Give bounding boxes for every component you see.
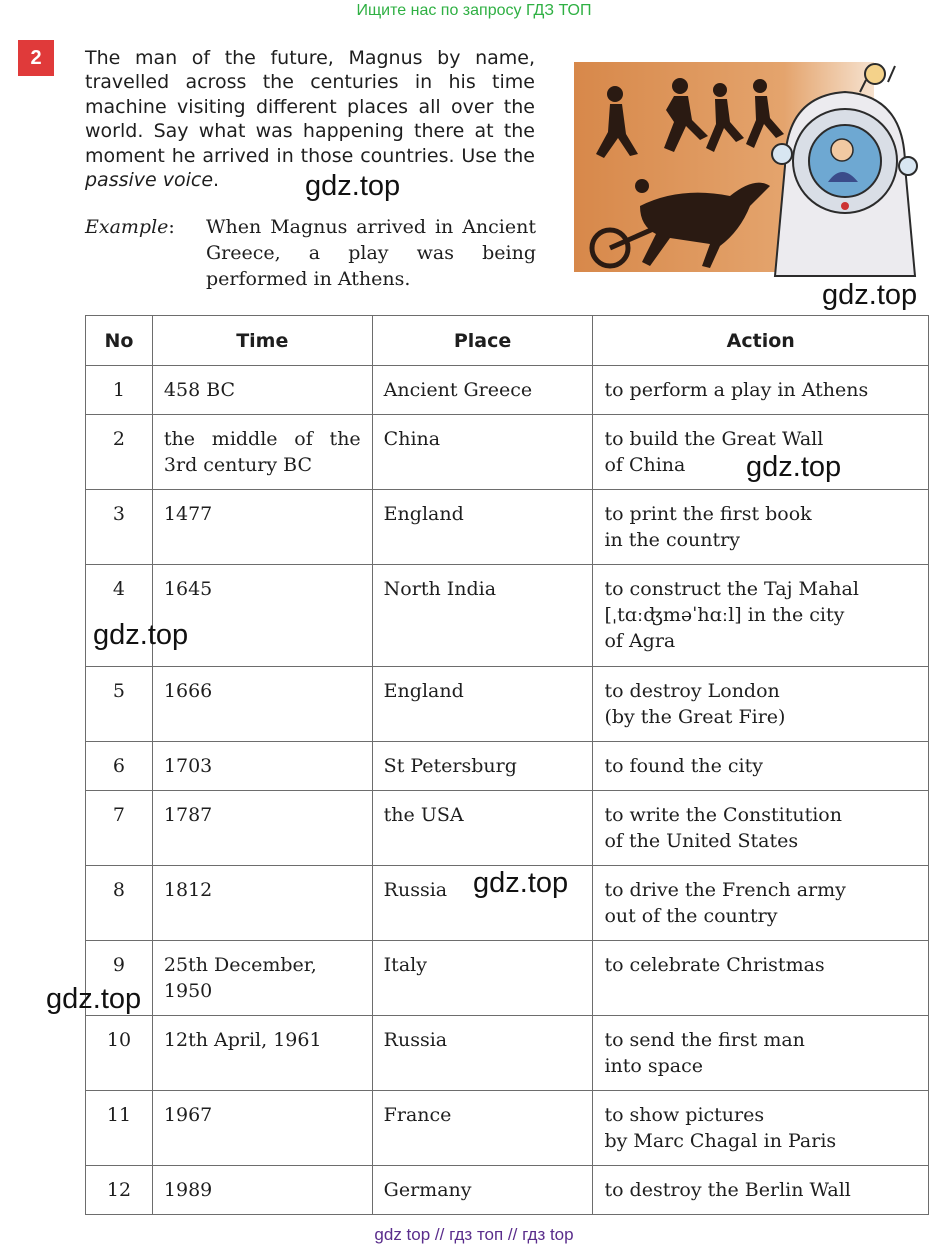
example-label: Example: [85,216,175,238]
row-action: to show pictures by Marc Chagal in Paris [593,1091,929,1166]
row-time: 1812 [152,866,372,941]
row-time: 1989 [152,1166,372,1215]
row-place: England [372,490,593,565]
row-number: 1 [86,366,153,415]
table-row [86,1091,929,1166]
row-number: 5 [86,667,153,742]
example-text: When Magnus arrived in Ancient Greece, a play was being performed in Athens. [206,216,536,290]
exercise-number-badge: 2 [18,40,54,76]
row-place: Germany [372,1166,593,1215]
table-row [86,742,929,791]
table-header-row [86,316,929,366]
instructions-period: . [213,169,220,192]
events-table [85,315,929,1215]
row-action: to perform a play in Athens [593,366,929,415]
time-machine-illustration [570,56,940,288]
row-number: 7 [86,791,153,866]
row-place: Russia [372,866,593,941]
row-time: 1645 [152,565,372,667]
watermark: gdz.top [746,451,842,483]
table-row [86,1166,929,1215]
row-number: 2 [86,415,153,490]
row-time: 1666 [152,667,372,742]
row-time: 1477 [152,490,372,565]
row-place: the USA [372,791,593,866]
row-action: to build the Great Wall of China [593,415,929,490]
row-action: to print the first book in the country [593,490,929,565]
row-action: to found the city [593,742,929,791]
row-number: 9 [86,941,153,1016]
row-number: 6 [86,742,153,791]
row-action: to destroy the Berlin Wall [593,1166,929,1215]
header-action: Action [593,316,929,366]
row-time: 458 BC [152,366,372,415]
header-time: Time [152,316,372,366]
header-place: Place [372,316,593,366]
table-row [86,366,929,415]
row-time: 12th April, 1961 [152,1016,372,1091]
passive-voice-term: passive voice [85,169,214,192]
row-number: 10 [86,1016,153,1091]
watermark: gdz.top [93,619,189,651]
row-action: to destroy London (by the Great Fire) [593,667,929,742]
row-number: 4 [86,565,153,667]
row-number: 12 [86,1166,153,1215]
row-number: 11 [86,1091,153,1166]
watermark: gdz.top [305,170,401,202]
table-row [86,1016,929,1091]
row-place: St Petersburg [372,742,593,791]
table-row [86,791,929,866]
watermark: gdz.top [46,983,142,1015]
header-no: No [86,316,153,366]
row-number: 3 [86,490,153,565]
row-time: 1967 [152,1091,372,1166]
row-number: 8 [86,866,153,941]
top-banner: Ищите нас по запросу ГДЗ ТОП [356,2,592,19]
row-time: 1787 [152,791,372,866]
row-place: China [372,415,593,490]
row-action: to drive the French army out of the country [593,866,929,941]
row-time: the middle of the 3rd century BC [152,415,372,490]
row-place: Ancient Greece [372,366,593,415]
table-row [86,565,929,667]
watermark: gdz.top [822,279,918,311]
watermark: gdz.top [473,867,569,899]
table-row [86,490,929,565]
row-place: Russia [372,1016,593,1091]
table-row [86,941,929,1016]
row-action: to celebrate Christmas [593,941,929,1016]
row-action: to write the Constitution of the United States [593,791,929,866]
row-time: 1703 [152,742,372,791]
row-place: England [372,667,593,742]
row-place: France [372,1091,593,1166]
row-time: 25th December, 1950 [152,941,372,1016]
row-action: to send the first man into space [593,1016,929,1091]
footer-links: gdz top // гдз топ // гдз top [374,1225,574,1244]
row-place: Italy [372,941,593,1016]
instructions-text: The man of the future, Magnus by name, travelled across the centuries in his time machine visiting different places all over the world. Say what was happening there at the moment he arrived in those countries. Use the [85,47,535,167]
row-place: North India [372,565,593,667]
row-action: to construct the Taj Mahal [ˌtɑːʤməˈhɑːl] in the city of Agra [593,565,929,667]
table-row [86,667,929,742]
